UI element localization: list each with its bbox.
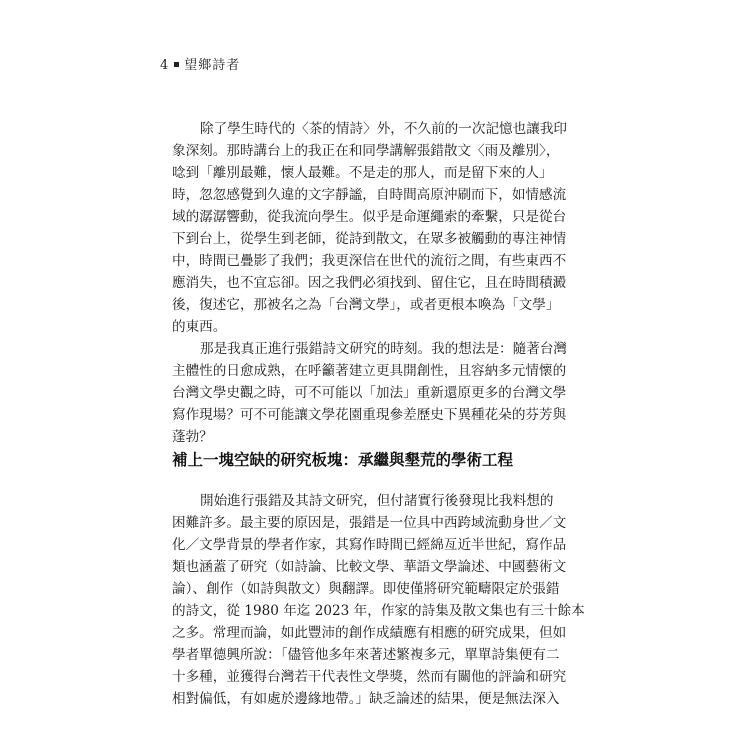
text-line: 相對偏低，有如處於邊緣地帶。」缺乏論述的結果，便是無法深入	[172, 691, 560, 707]
text-line: 象深刻。那時講台上的我正在和同學講解張錯散文〈雨及離別〉，	[172, 143, 560, 159]
text-line: 論）、創作（如詩與散文）與翻譯。即使僅將研究範疇限定於張錯	[172, 581, 560, 597]
text-line: 那是我真正進行張錯詩文研究的時刻。我的想法是：隨著台灣	[200, 341, 568, 357]
text-line: 中，時間已疊影了我們；我更深信在世代的流衍之間，有些東西不	[172, 253, 567, 269]
text-line: 開始進行張錯及其詩文研究，但付諸實行後發現比我料想的	[200, 493, 554, 509]
text-line: 十多種，並獲得台灣若干代表性文學獎，然而有關他的評論和研究	[172, 669, 567, 685]
section2-paragraph1	[172, 490, 592, 710]
text-line: 除了學生時代的〈茶的情詩〉外，不久前的一次記憶也讓我印	[200, 121, 568, 137]
text-line: 的詩文，從 1980 年迄 2023 年，作家的詩集及散文集也有三十餘本	[172, 603, 585, 619]
text-line: 主體性的日愈成熟，在呼籲著建立更具開創性，且容納多元情懷的	[172, 363, 567, 379]
section1-paragraph1	[172, 118, 592, 338]
book-title: 望鄉詩者	[184, 58, 241, 73]
text-line: 應消失，也不宜忘卻。因之我們必須找到、留住它，且在時間積澱	[172, 275, 567, 291]
text-line: 困難許多。最主要的原因是，張錯是一位具中西跨域流動身世／文	[172, 515, 567, 531]
text-line: 蓬勃？	[172, 429, 213, 445]
text-line: 學者單德興所說：「儘管他多年來著述繁複多元，單單詩集便有二	[172, 647, 560, 663]
text-line: 時，忽忽感覺到久違的文字靜謐，自時間高原沖刷而下，如情感流	[172, 187, 567, 203]
text-line: 的東西。	[172, 319, 227, 335]
text-line: 化／文學背景的學者作家，其寫作時間已經綿亙近半世紀，寫作品	[172, 537, 567, 553]
section1-paragraph2	[172, 338, 592, 448]
text-line: 後，復述它，那被名之為「台灣文學」，或者更根本喚為「文學」	[172, 297, 560, 313]
running-head	[160, 54, 240, 73]
page-number: 4	[160, 58, 170, 73]
text-line: 類也涵蓋了研究（如詩論、比較文學、華語文學論述、中國藝術文	[172, 559, 567, 575]
text-line: 唸到「離別最難，懷人最難。不是走的那人，而是留下來的人」	[172, 165, 553, 181]
section-heading: 補上一塊空缺的研究板塊：承繼與墾荒的學術工程	[172, 451, 514, 469]
text-line: 下到台上，從學生到老師，從詩到散文，在眾多被觸動的專注神情	[172, 231, 567, 247]
separator-square-icon	[174, 62, 179, 67]
text-line: 寫作現場？可不可能讓文學花園重現參差歷史下異種花朵的芬芳與	[172, 407, 567, 423]
text-line: 之多。常理而論，如此豐沛的創作成績應有相應的研究成果，但如	[172, 625, 567, 641]
text-line: 台灣文學史觀之時，可不可能以「加法」重新還原更多的台灣文學	[172, 385, 567, 401]
text-line: 域的潺潺響動，從我流向學生。似乎是命運繩索的牽繫，只是從台	[172, 209, 567, 225]
